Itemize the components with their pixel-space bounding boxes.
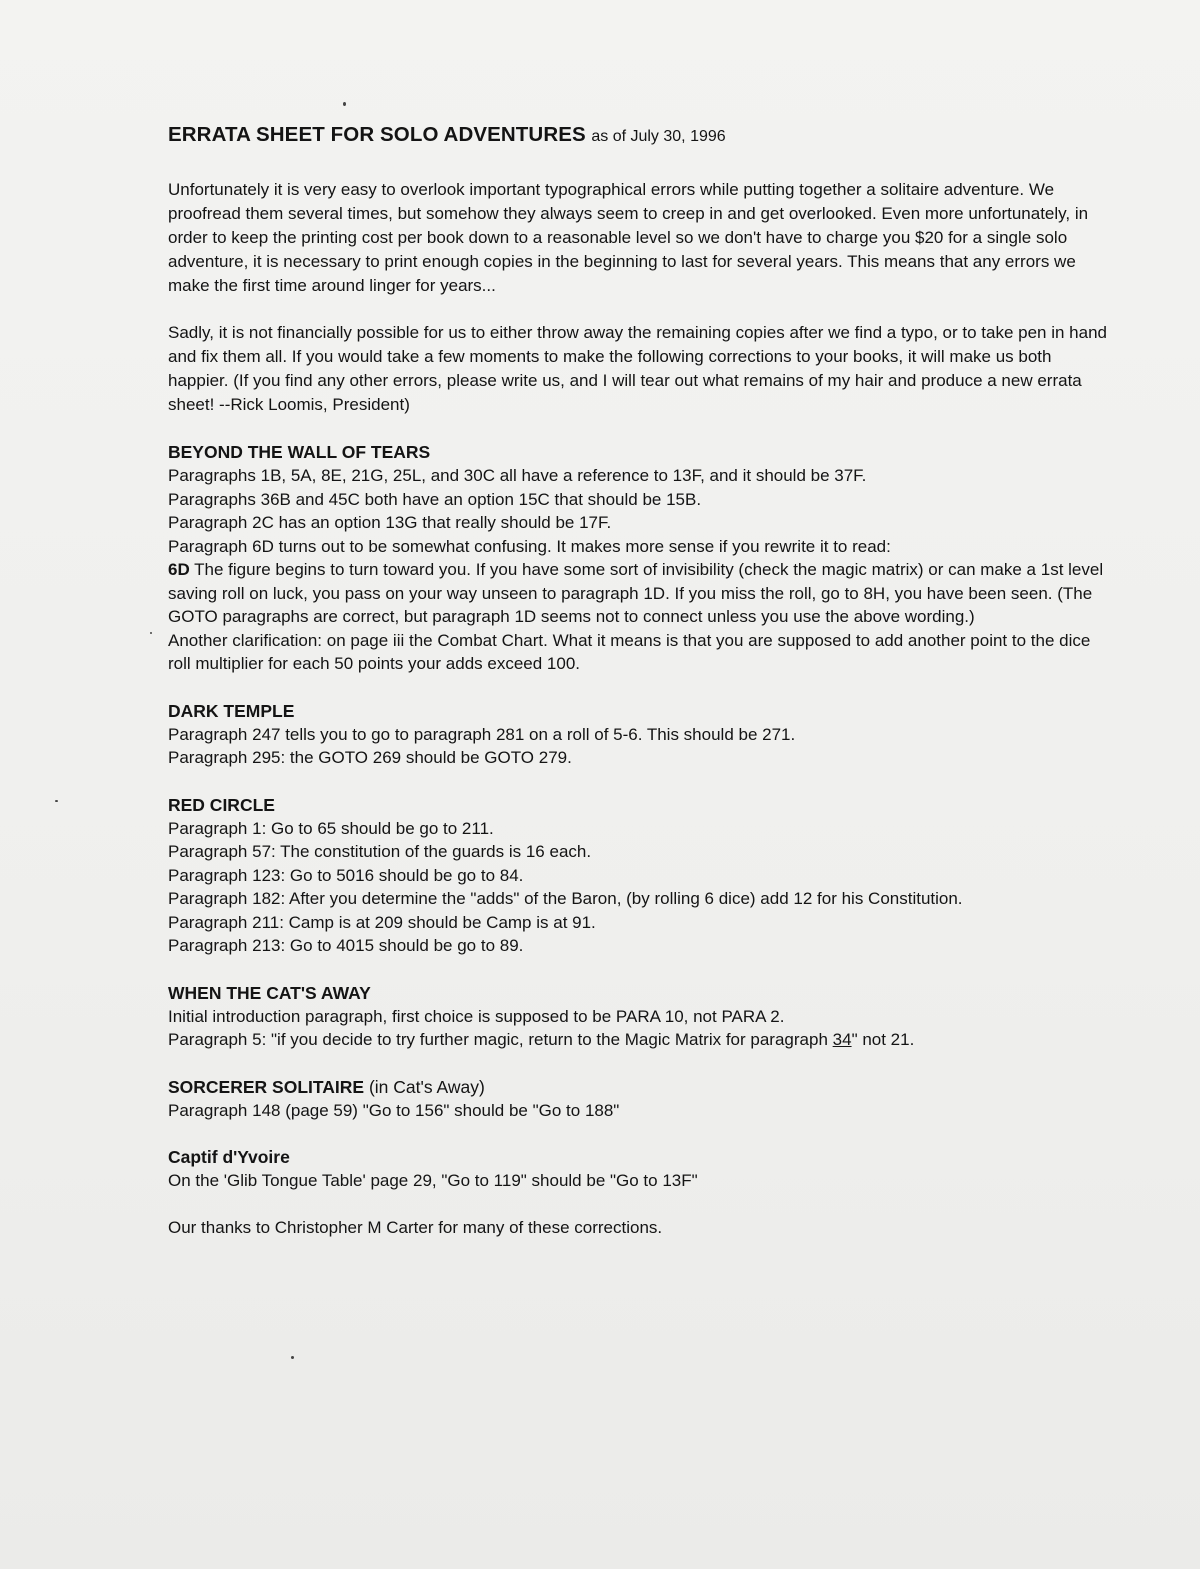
rewrite-label: 6D: [168, 560, 190, 579]
errata-line: Paragraph 2C has an option 13G that really should be 17F.: [168, 513, 612, 532]
document-title: ERRATA SHEET FOR SOLO ADVENTURES: [168, 123, 586, 146]
errata-line: Paragraphs 36B and 45C both have an option 15C that should be 15B.: [168, 489, 702, 509]
errata-line: Paragraph 6D turns out to be somewhat confusing. It makes more sense if you rewrite it to read:: [168, 536, 891, 556]
section-heading: Captif d'Yvoire: [168, 1147, 290, 1167]
errata-line: [168, 1028, 1108, 1052]
section-heading: BEYOND THE WALL OF TEARS: [168, 442, 431, 462]
document-date: as of July 30, 1996: [591, 128, 726, 145]
section-beyond-the-wall-of-tears: [168, 440, 1108, 676]
section-sorcerer-solitaire: [168, 1075, 1108, 1123]
section-heading: [168, 1075, 1108, 1099]
section-heading: WHEN THE CAT'S AWAY: [168, 982, 371, 1003]
section-captif-dyvoire: [168, 1145, 1108, 1193]
errata-line: Initial introduction paragraph, first choice is supposed to be PARA 10, not PARA 2.: [168, 1006, 785, 1026]
errata-line: Paragraph 123: Go to 5016 should be go to 84.: [168, 865, 524, 885]
section-heading-text: SORCERER SOLITAIRE: [168, 1076, 365, 1097]
rewrite-text: The figure begins to turn toward you. If you have some sort of invisibility (check the magic matrix) or can make a 1st level saving roll on luck, you pass on your way unseen to paragraph 1D. If you miss the roll, go to 8H, you have been seen. (The GOTO paragraphs are correct, but paragraph 1D seems not to connect unless you use the above wording.): [168, 560, 1104, 626]
errata-line: Paragraph 295: the GOTO 269 should be GOTO 279.: [168, 748, 572, 767]
errata-line: Paragraph 182: After you determine the "adds" of the Baron, (by rolling 6 dice) add 12 for his Constitution.: [168, 889, 963, 908]
paper-speck: [343, 102, 346, 106]
errata-line: Paragraph 211: Camp is at 209 should be Camp is at 91.: [168, 912, 596, 932]
errata-line: Paragraph 247 tells you to go to paragraph 281 on a roll of 5-6. This should be 271.: [168, 724, 796, 744]
section-heading-note: (in Cat's Away): [364, 1076, 485, 1097]
paper-speck: [291, 1356, 294, 1359]
errata-content: [168, 118, 1108, 1239]
paper-speck: [150, 632, 152, 634]
underlined-paragraph-number: 34: [832, 1030, 852, 1049]
errata-text: " not 21.: [851, 1030, 915, 1049]
section-dark-temple: [168, 699, 1108, 770]
intro-paragraph-1: Unfortunately it is very easy to overlook important typographical errors while putting together a solitaire adventure. We proofread them several times, but somehow they always seem to creep in and get overlooked. Even more unfortunately, in order to keep the printing cost per book down to a reasonable level so we don't have to charge you $20 for a single solo adventure, it is necessary to print enough copies in the beginning to last for several years. This means that any errors we make the first time around linger for years...: [168, 180, 1089, 295]
rewrite-paragraph: [168, 558, 1108, 629]
section-red-circle: [168, 793, 1108, 958]
errata-line: Paragraph 148 (page 59) "Go to 156" should be "Go to 188": [168, 1100, 620, 1120]
paper-speck: [55, 800, 58, 802]
errata-line: Paragraph 213: Go to 4015 should be go to 89.: [168, 936, 524, 955]
errata-line: Paragraph 57: The constitution of the guards is 16 each.: [168, 842, 592, 861]
combat-chart-clarification: Another clarification: on page iii the Combat Chart. What it means is that you are supposed to add another point to the dice roll multiplier for each 50 points your adds exceed 100.: [168, 630, 1091, 673]
section-heading: DARK TEMPLE: [168, 700, 295, 721]
intro-paragraph-2: Sadly, it is not financially possible for us to either throw away the remaining copies after we find a typo, or to take pen in hand and fix them all. If you would take a few moments to make the following corrections to your books, it will make us both happier. (If you find any other errors, please write us, and I will tear out what remains of my hair and produce a new errata sheet! --Rick Loomis, President): [168, 323, 1107, 414]
errata-line: On the 'Glib Tongue Table' page 29, "Go to 119" should be "Go to 13F": [168, 1171, 698, 1190]
section-heading: RED CIRCLE: [168, 794, 275, 815]
thanks-line: Our thanks to Christopher M Carter for many of these corrections.: [168, 1217, 663, 1237]
section-when-the-cats-away: [168, 981, 1108, 1052]
document-title-line: [168, 118, 1108, 154]
errata-text: Paragraph 5: "if you decide to try further magic, return to the Magic Matrix for paragraph: [168, 1030, 833, 1049]
errata-line: Paragraphs 1B, 5A, 8E, 21G, 25L, and 30C all have a reference to 13F, and it should be 37F.: [168, 466, 867, 485]
errata-line: Paragraph 1: Go to 65 should be go to 211.: [168, 818, 494, 838]
